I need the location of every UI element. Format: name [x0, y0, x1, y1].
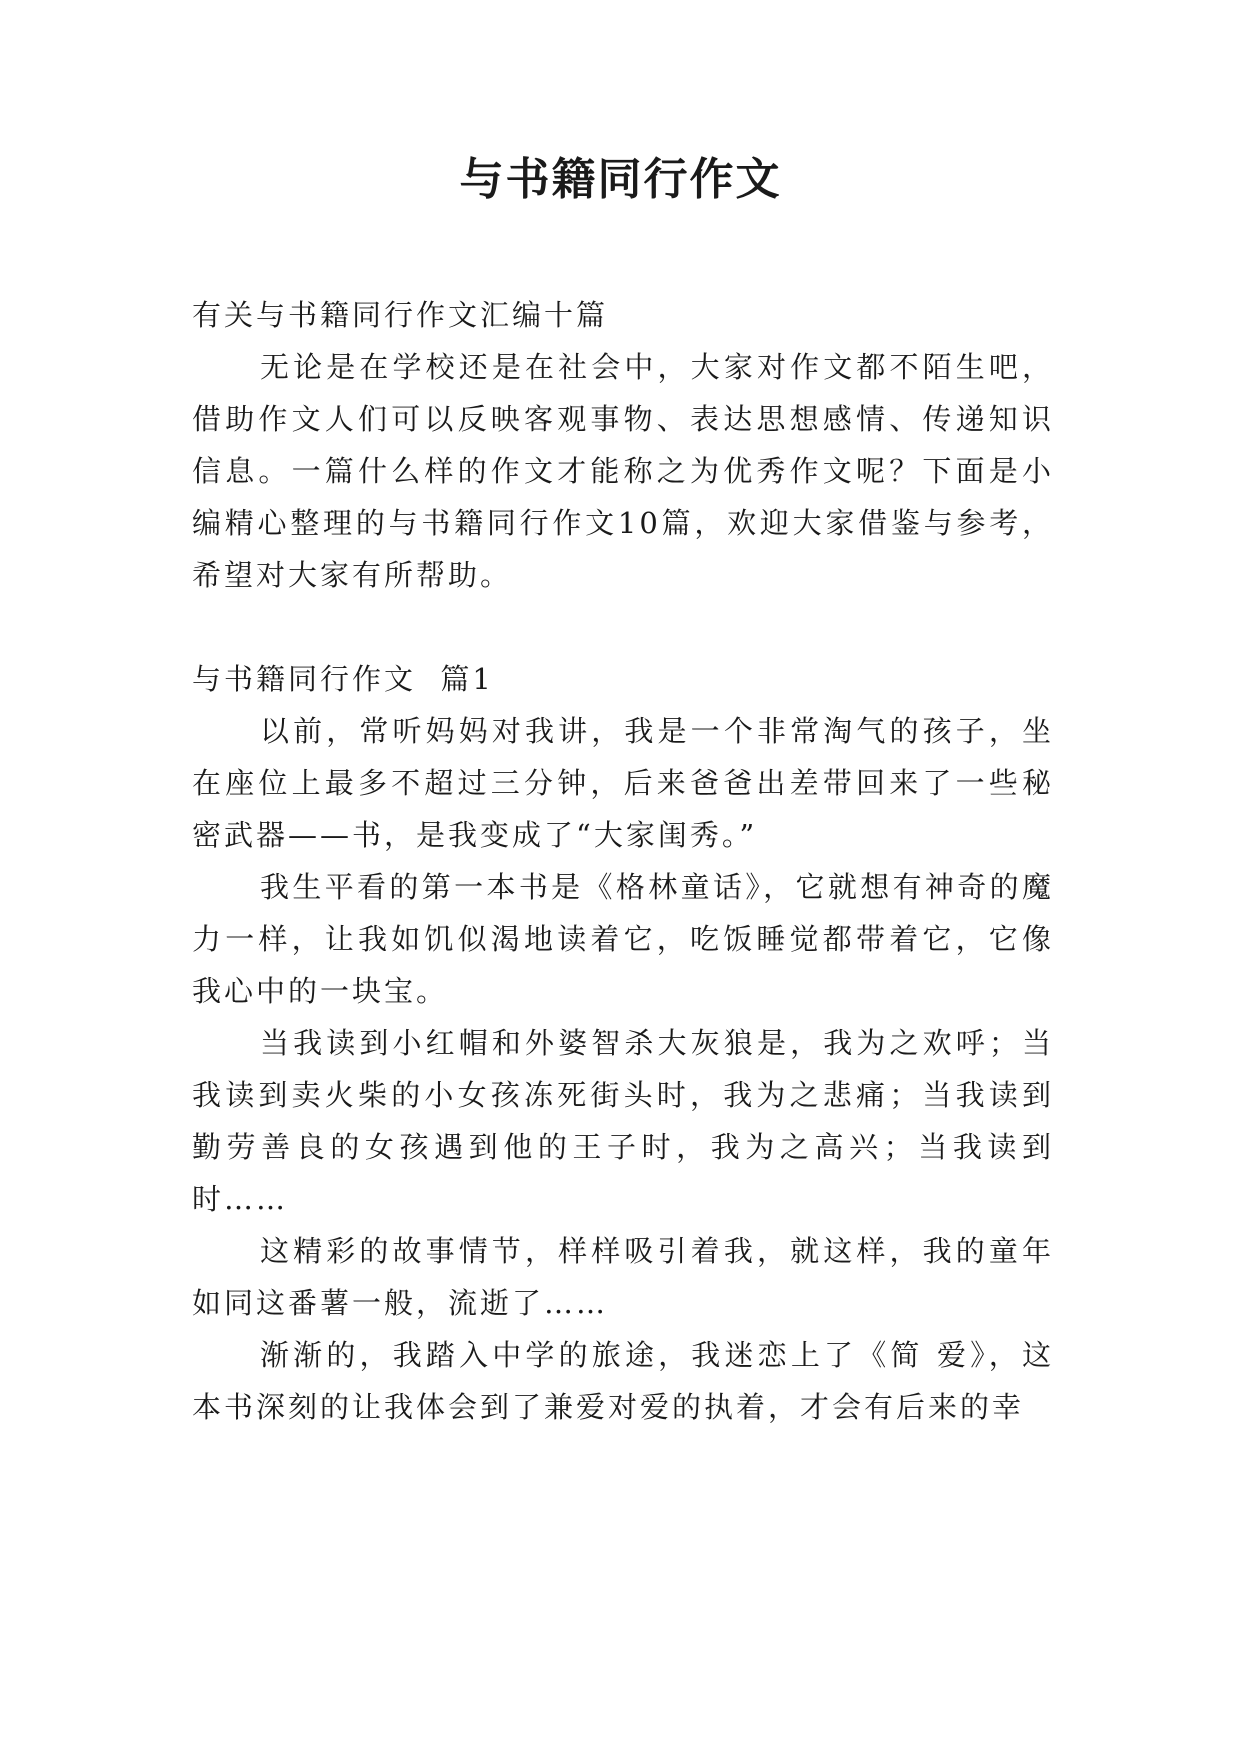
section-heading: 与书籍同行作文 篇1	[192, 662, 494, 696]
intro-heading: 有关与书籍同行作文汇编十篇	[192, 298, 609, 332]
body-paragraph: 渐渐的，我踏入中学的旅途，我迷恋上了《简 爱》，这本书深刻的让我体会到了兼爱对爱的执着，才会有后来的幸	[192, 1338, 1054, 1424]
body-paragraph: 当我读到小红帽和外婆智杀大灰狼是，我为之欢呼；当我读到卖火柴的小女孩冻死街头时，我为之悲痛；当我读到勤劳善良的女孩遇到他的王子时，我为之高兴；当我读到时……	[192, 1026, 1054, 1216]
body-paragraph: 以前，常听妈妈对我讲，我是一个非常淘气的孩子，坐在座位上最多不超过三分钟，后来爸爸出差带回来了一些秘密武器——书，是我变成了“大家闺秀。”	[192, 714, 1054, 852]
document-title: 与书籍同行作文	[459, 154, 782, 205]
document-body	[192, 289, 1054, 1433]
body-paragraph: 这精彩的故事情节，样样吸引着我，就这样，我的童年如同这番薯一般，流逝了……	[192, 1234, 1054, 1320]
body-paragraph: 我生平看的第一本书是《格林童话》，它就想有神奇的魔力一样，让我如饥似渴地读着它，吃饭睡觉都带着它，它像我心中的一块宝。	[192, 870, 1054, 1008]
section-spacer	[192, 601, 1054, 653]
intro-paragraph: 无论是在学校还是在社会中，大家对作文都不陌生吧，借助作文人们可以反映客观事物、表达思想感情、传递知识信息。一篇什么样的作文才能称之为优秀作文呢？下面是小编精心整理的与书籍同行作文10篇，欢迎大家借鉴与参考，希望对大家有所帮助。	[192, 350, 1054, 592]
